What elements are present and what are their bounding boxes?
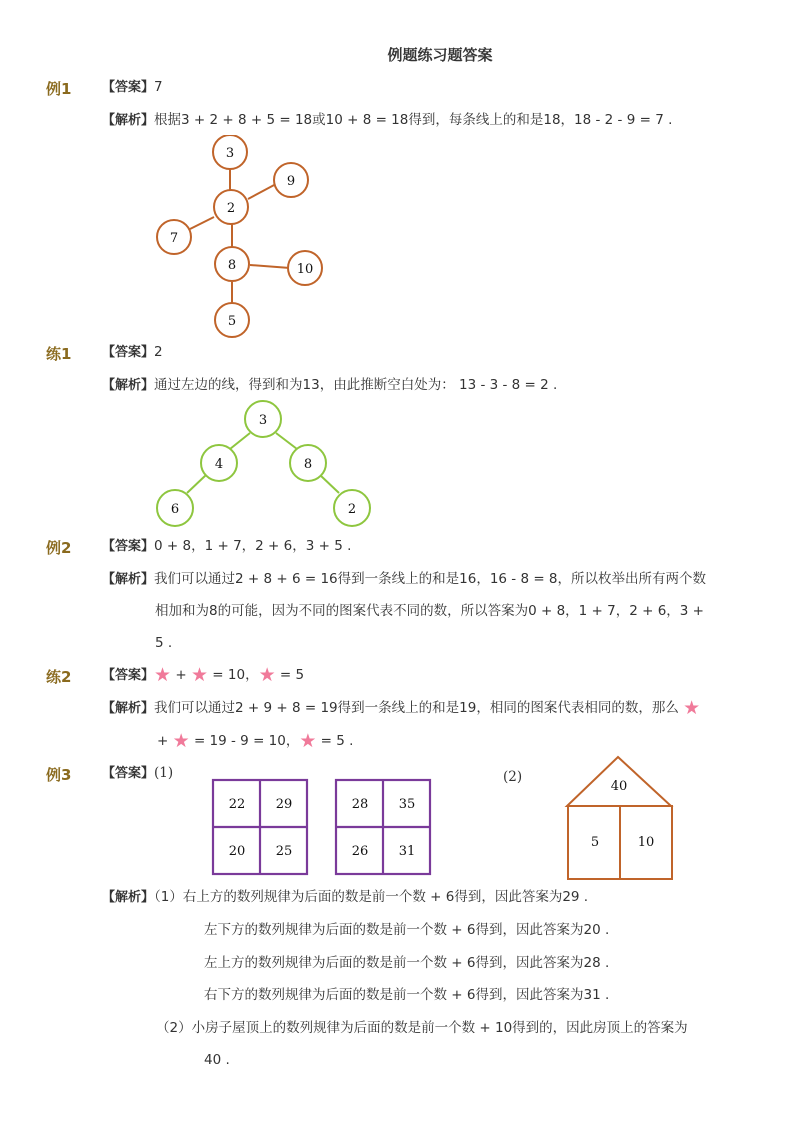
answer-tag: 【答案】 [102, 668, 155, 683]
star-icon: ★ [190, 664, 209, 686]
p2-ans-plus: + [171, 667, 191, 683]
e1-analysis: 根据3 + 2 + 8 + 5 = 18或10 + 8 = 18得到，每条线上的和是18，18 - 2 - 9 = 7 . [154, 112, 673, 128]
e1-answer: 7 [154, 79, 163, 95]
e1-node-7-text: 7 [169, 231, 179, 246]
star-icon: ★ [258, 664, 276, 686]
e3-house [564, 754, 680, 884]
p2-analysis-row [102, 698, 700, 719]
e3-analysis-1: （1）右上方的数列规律为后面的数是前一个数 + 6得到，因此答案为29 . [154, 889, 589, 905]
house-right-value: 10 [637, 835, 655, 850]
e1-diagram [150, 135, 340, 340]
e3-analysis-4: 右下方的数列规律为后面的数是前一个数 + 6得到，因此答案为31 . [204, 987, 610, 1003]
e1-label: 例1 [46, 80, 72, 98]
e3-grids [210, 777, 435, 877]
e3-analysis-3: 左上方的数列规律为后面的数是前一个数 + 6得到，因此答案为28 . [204, 955, 610, 971]
e2-analysis-row [102, 569, 706, 590]
answer-tag: 【答案】 [102, 539, 155, 554]
e3-analysis-6: 40 . [204, 1052, 230, 1068]
e3-part1: (1) [154, 765, 174, 781]
grid1-cell-tr: 29 [275, 797, 293, 812]
e1-node-2-text: 2 [226, 201, 236, 216]
grid2-cell-tl: 28 [351, 797, 369, 812]
p2-ans-eq2: = 5 [275, 667, 305, 683]
e3-answer-row [102, 763, 173, 784]
analysis-tag: 【解析】 [102, 378, 155, 393]
grid1-cell-br: 25 [275, 844, 293, 859]
e1-answer-row [102, 77, 163, 98]
star-icon: ★ [683, 697, 701, 719]
e1-node-10-text: 10 [296, 262, 314, 277]
p1-answer: 2 [154, 344, 163, 360]
p1-node-3-text: 3 [258, 413, 268, 428]
p1-node-2-text: 2 [347, 502, 357, 517]
e2-answer: 0 + 8，1 + 7，2 + 6，3 + 5 . [154, 538, 352, 554]
grid2-cell-tr: 35 [398, 797, 416, 812]
answer-tag: 【答案】 [102, 345, 155, 360]
e2-analysis-line3: 5 . [155, 635, 173, 651]
p1-answer-row [102, 342, 163, 363]
e1-node-3-text: 3 [225, 146, 235, 161]
e1-node-8-text: 8 [227, 258, 237, 273]
p1-node-6-text: 6 [170, 502, 180, 517]
e1-analysis-row [102, 110, 672, 131]
p2-l2-plus: + [157, 733, 173, 749]
e3-analysis-2: 左下方的数列规律为后面的数是前一个数 + 6得到，因此答案为20 . [204, 922, 610, 938]
grid1-cell-tl: 22 [228, 797, 246, 812]
e3-label: 例3 [46, 766, 72, 784]
p1-analysis-row [102, 375, 557, 396]
e1-node-5-text: 5 [227, 314, 237, 329]
p2-analysis-line2 [157, 731, 353, 751]
star-icon: ★ [299, 730, 317, 752]
house-left-value: 5 [590, 835, 600, 850]
e2-analysis-line2: 相加和为8的可能，因为不同的图案代表不同的数，所以答案为0 + 8，1 + 7，2 + 6，3 + [155, 603, 704, 619]
grid2-cell-bl: 26 [351, 844, 369, 859]
p2-ans-eq: = 10， [208, 667, 259, 683]
p1-analysis: 通过左边的线，得到和为13，由此推断空白处为： 13 - 3 - 8 = 2 . [154, 377, 558, 393]
p2-analysis-line1: 我们可以通过2 + 9 + 8 = 19得到一条线上的和是19，相同的图案代表相同的数，那么 [154, 700, 679, 716]
e2-analysis-line1: 我们可以通过2 + 8 + 6 = 16得到一条线上的和是16，16 - 8 = 8，所以枚举出所有两个数 [154, 571, 707, 587]
e3-analysis-row [102, 887, 588, 908]
page-title: 例题练习题答案 [387, 46, 493, 64]
e3-analysis-5: （2）小房子屋顶上的数列规律为后面的数是前一个数 + 10得到的，因此房顶上的答案为 [156, 1020, 688, 1036]
e2-label: 例2 [46, 539, 72, 557]
answer-tag: 【答案】 [102, 80, 155, 95]
p2-l2-eq2: = 5 . [316, 733, 354, 749]
p2-label: 练2 [46, 668, 72, 686]
p2-answer-row [102, 665, 304, 686]
p1-node-4-text: 4 [214, 457, 224, 472]
star-icon: ★ [154, 664, 172, 686]
p1-diagram [155, 400, 375, 530]
analysis-tag: 【解析】 [102, 113, 155, 128]
p1-label: 练1 [46, 345, 72, 363]
analysis-tag: 【解析】 [102, 572, 155, 587]
p2-l2-eq: = 19 - 9 = 10， [189, 733, 300, 749]
analysis-tag: 【解析】 [102, 890, 155, 905]
e3-part2: (2) [503, 769, 523, 785]
e2-answer-row [102, 536, 351, 557]
e1-node-9-text: 9 [286, 174, 296, 189]
grid2-cell-br: 31 [398, 844, 416, 859]
p1-node-8-text: 8 [303, 457, 313, 472]
house-roof-value: 40 [610, 779, 628, 794]
answer-tag: 【答案】 [102, 766, 155, 781]
grid1-cell-bl: 20 [228, 844, 246, 859]
star-icon: ★ [172, 730, 190, 752]
analysis-tag: 【解析】 [102, 701, 155, 716]
